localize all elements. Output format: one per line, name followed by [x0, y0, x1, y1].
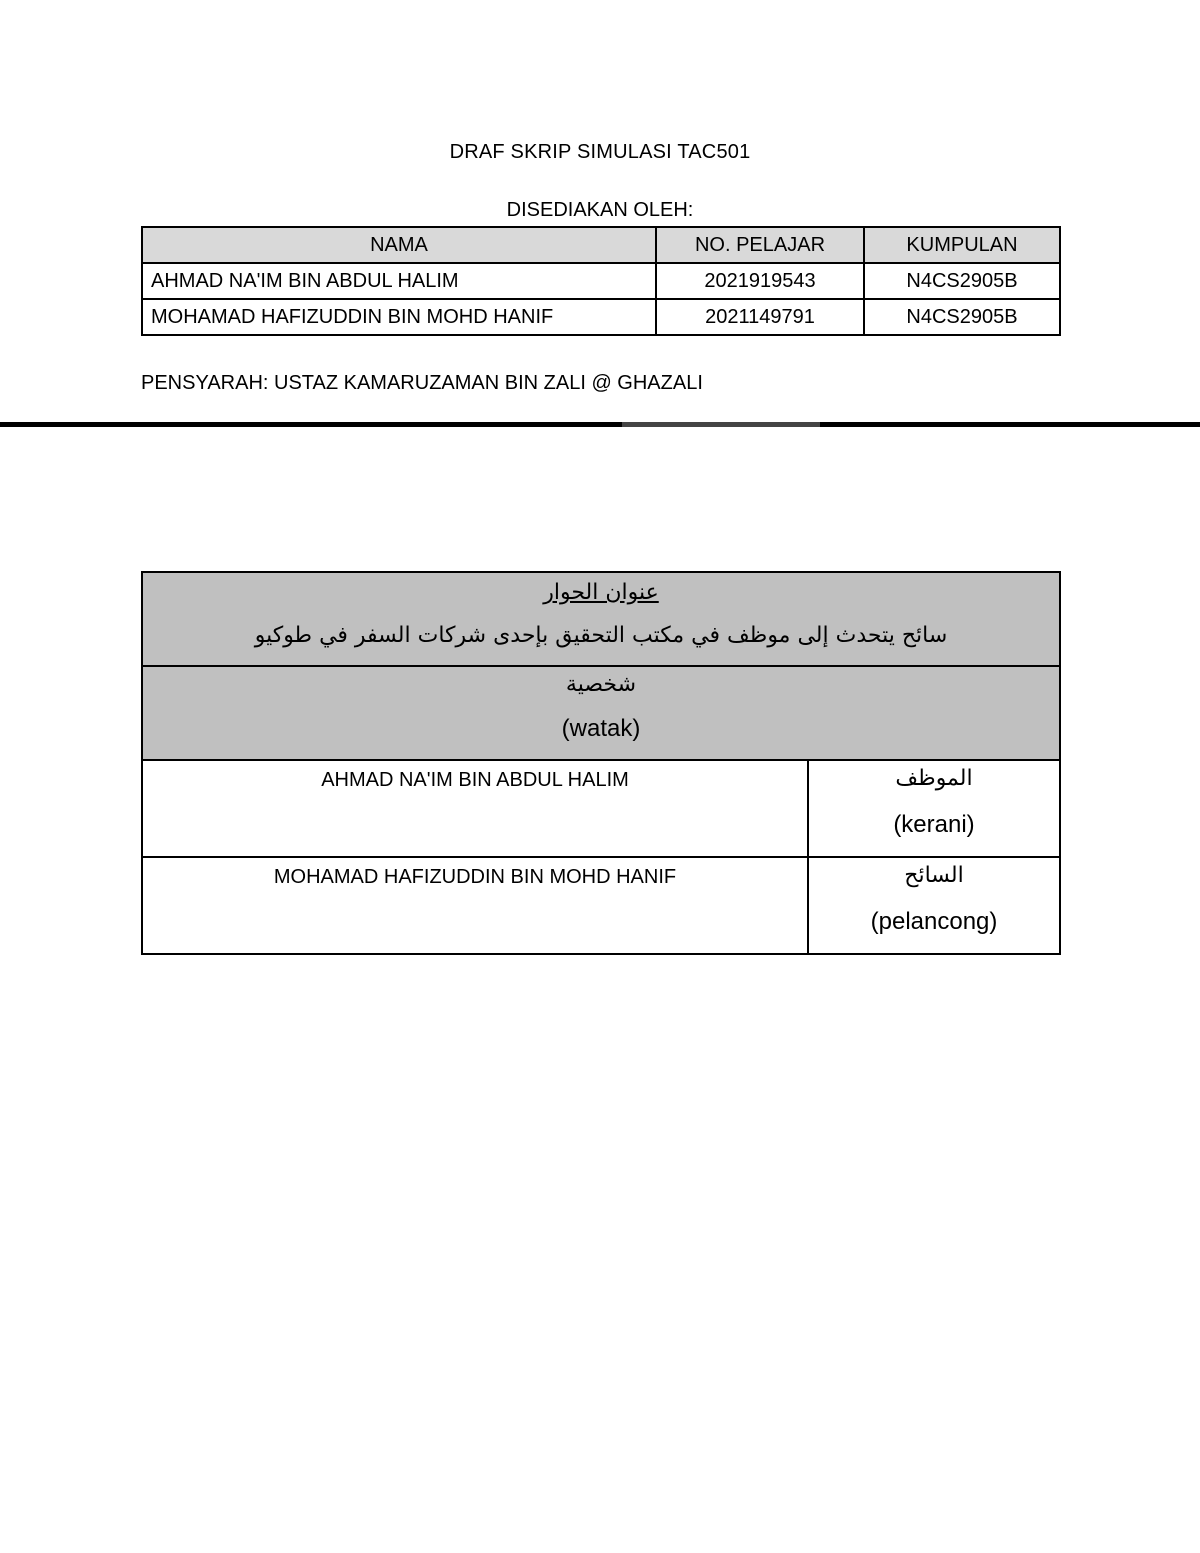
character-heading-malay: (watak): [561, 715, 641, 742]
section-divider: [0, 422, 1200, 427]
column-header-group: KUMPULAN: [864, 227, 1060, 263]
column-header-name: NAMA: [142, 227, 656, 263]
character-role-arabic: السائح: [904, 863, 964, 888]
students-header-row: [142, 227, 1060, 263]
student-number: 2021149791: [656, 299, 864, 335]
section-divider-segment: [622, 422, 820, 427]
student-group: N4CS2905B: [864, 299, 1060, 335]
dialog-table: [141, 571, 1061, 955]
character-role-malay: (pelancong): [870, 908, 998, 935]
character-role-malay: (kerani): [893, 811, 975, 838]
student-name: MOHAMAD HAFIZUDDIN BIN MOHD HANIF: [142, 299, 656, 335]
document-title: DRAF SKRIP SIMULASI TAC501: [449, 141, 751, 163]
dialog-title-row: [142, 572, 1060, 666]
table-row: [142, 760, 1060, 857]
column-header-student-no: NO. PELAJAR: [656, 227, 864, 263]
character-name: AHMAD NA'IM BIN ABDUL HALIM: [142, 760, 808, 857]
table-row: [142, 263, 1060, 299]
dialog-title-cell: [142, 572, 1060, 666]
student-group: N4CS2905B: [864, 263, 1060, 299]
lecturer-line: PENSYARAH: USTAZ KAMARUZAMAN BIN ZALI @ GHAZALI: [141, 372, 703, 394]
character-role-arabic: الموظف: [895, 766, 973, 791]
student-name: AHMAD NA'IM BIN ABDUL HALIM: [142, 263, 656, 299]
student-number: 2021919543: [656, 263, 864, 299]
character-role-cell: [808, 857, 1060, 954]
character-heading-cell: [142, 666, 1060, 760]
character-heading-row: [142, 666, 1060, 760]
dialog-heading: عنوان الحوار: [543, 580, 659, 605]
table-row: [142, 857, 1060, 954]
character-name: MOHAMAD HAFIZUDDIN BIN MOHD HANIF: [142, 857, 808, 954]
table-row: [142, 299, 1060, 335]
prepared-by-label: DISEDIAKAN OLEH:: [506, 199, 694, 221]
students-table: [141, 226, 1061, 336]
character-heading-arabic: شخصية: [565, 672, 637, 697]
dialog-sentence: سائح يتحدث إلى موظف في مكتب التحقيق بإحدى شركات السفر في طوكيو: [254, 623, 948, 648]
character-role-cell: [808, 760, 1060, 857]
